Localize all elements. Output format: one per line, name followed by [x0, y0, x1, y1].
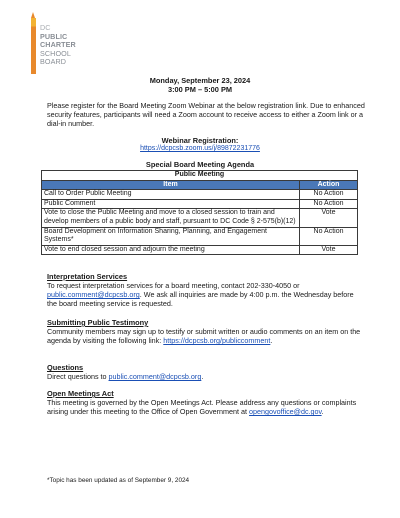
testimony-period: .: [270, 336, 273, 346]
open-meetings-text: This meeting is governed by the Open Meetings Act. Please address any questions or complaints arising under this meeting to the Office of Open Government at: [47, 398, 357, 417]
table-row: [42, 209, 358, 227]
open-meetings-period: .: [321, 407, 324, 417]
logo-line-board: BOARD: [40, 57, 67, 67]
testimony-title: Submitting Public Testimony: [47, 318, 149, 327]
table-row: [42, 190, 358, 200]
agenda-item: Board Development on Information Sharing, Planning, and Engagement Systems*: [42, 227, 300, 245]
agenda-item: Public Comment: [42, 199, 300, 209]
open-meetings-paragraph: [47, 398, 365, 416]
open-meetings-title: Open Meetings Act: [47, 389, 114, 398]
testimony-text: Community members may sign up to testify or submit written or audio comments on an item on the agenda by visiting the following link:: [47, 327, 361, 346]
table-row: [42, 199, 358, 209]
webinar-title: Webinar Registration:: [161, 136, 239, 145]
agenda-action: Vote: [300, 209, 358, 227]
logo-line-charter: CHARTER: [40, 40, 76, 50]
agenda-title: Special Board Meeting Agenda: [145, 160, 255, 169]
pencil-icon: [31, 18, 36, 74]
agenda-item: Call to Order Public Meeting: [42, 190, 300, 200]
intro-paragraph: Please register for the Board Meeting Zoom Webinar at the below registration link. Due to enhanced security features, participants will need a Zoom account to receive access to either a Zoom link or a dial-in number.: [47, 101, 365, 129]
logo-line-public: PUBLIC: [40, 31, 68, 41]
interpretation-paragraph: [47, 281, 365, 309]
agenda-action: No Action: [300, 199, 358, 209]
meeting-time: 3:00 PM – 5:00 PM: [167, 85, 233, 94]
testimony-paragraph: [47, 327, 365, 345]
interpretation-title: Interpretation Services: [47, 272, 128, 281]
agenda-item: Vote to end closed session and adjourn the meeting: [42, 245, 300, 255]
footnote: *Topic has been updated as of September 9, 2024: [47, 477, 190, 484]
table-row: [42, 245, 358, 255]
logo-text: [40, 24, 76, 67]
pcsb-logo: [31, 12, 91, 74]
logo-line-school: SCHOOL: [40, 48, 71, 58]
questions-period: .: [201, 372, 204, 381]
webinar-registration-link[interactable]: https://dcpcsb.zoom.us/j/89872231776: [140, 145, 260, 152]
agenda-action: Vote: [300, 245, 358, 255]
agenda-header-item: Item: [42, 180, 300, 190]
agenda-action: No Action: [300, 190, 358, 200]
questions-text: Direct questions to: [47, 372, 109, 381]
logo-line-dc: DC: [40, 23, 51, 32]
questions-paragraph: [47, 372, 365, 381]
interpretation-email-link[interactable]: public.comment@dcpcsb.org: [47, 290, 140, 300]
public-comment-link[interactable]: https://dcpcsb.org/publiccomment: [163, 336, 271, 346]
agenda-item: Vote to close the Public Meeting and move to a closed session to train and develop members of a public body and staff, pursuant to DC Code § 2-575(b)(12): [42, 209, 300, 227]
open-government-email-link[interactable]: opengovoffice@dc.gov: [249, 407, 322, 417]
interpretation-text: To request interpretation services for a board meeting, contact 202-330-4050 or: [47, 281, 300, 290]
interpretation-text-after: . We ask all inquiries are made by 4:00 p.m. the Wednesday before the board meeting service is requested.: [47, 290, 354, 309]
agenda-action: No Action: [300, 227, 358, 245]
questions-email-link[interactable]: public.comment@dcpcsb.org: [108, 372, 202, 381]
agenda-header-action: Action: [300, 180, 358, 190]
table-row: [42, 227, 358, 245]
meeting-date: Monday, September 23, 2024: [149, 76, 251, 85]
agenda-table: [41, 170, 358, 255]
questions-title: Questions: [47, 363, 84, 372]
agenda-caption: Public Meeting: [42, 171, 358, 181]
